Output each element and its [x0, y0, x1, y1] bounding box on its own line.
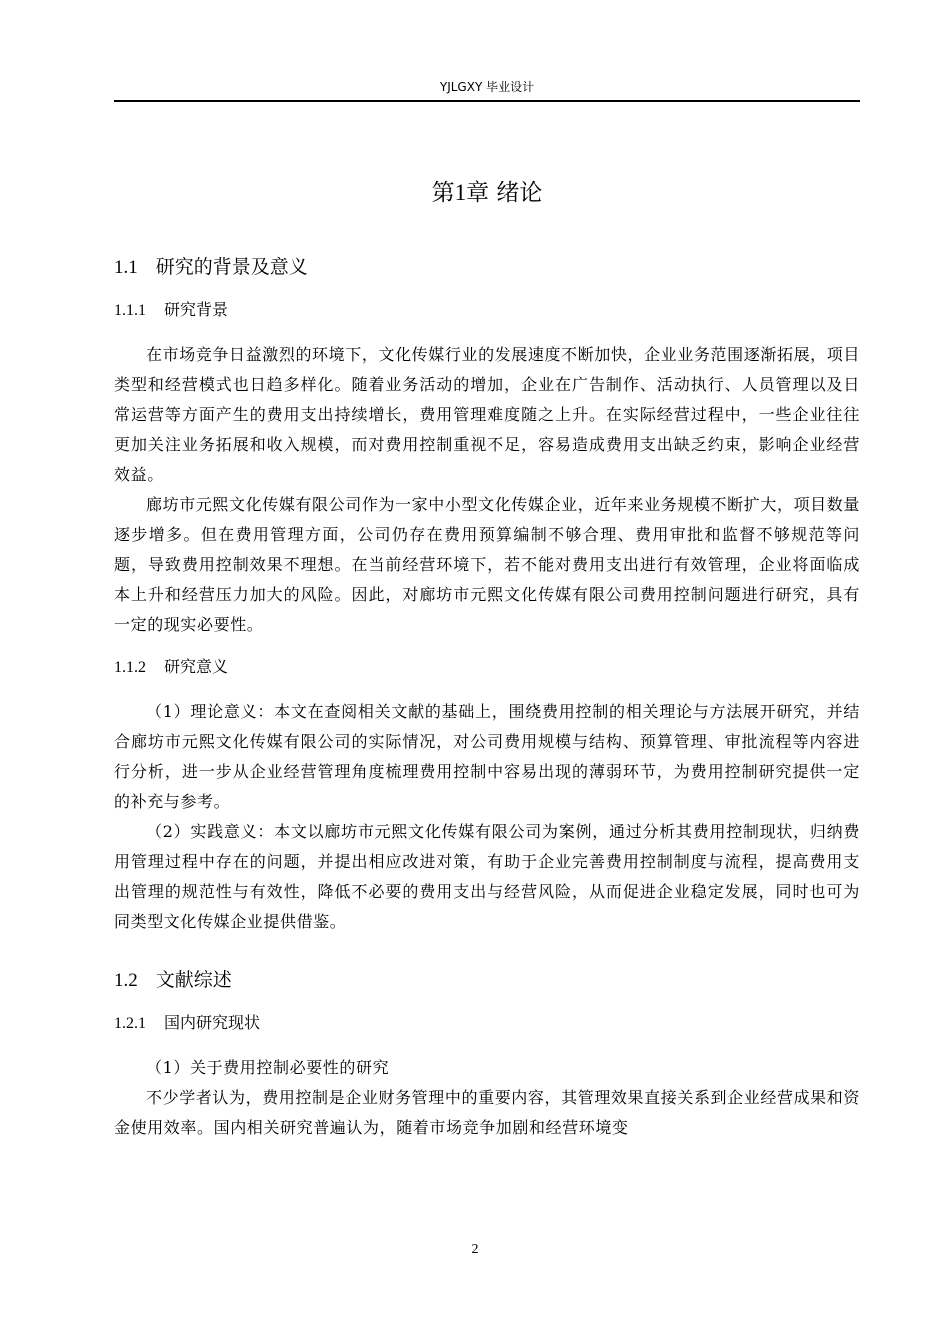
subsection-number: 1.1.1: [114, 302, 146, 319]
header-rule: [114, 100, 860, 102]
section-spacer: [114, 951, 860, 965]
chapter-title-prefix: 第: [431, 180, 455, 206]
subsection-heading-1-2-1: [114, 1010, 860, 1037]
body-paragraph: （1）关于费用控制必要性的研究: [146, 1058, 390, 1077]
page-number: 2: [471, 1242, 479, 1257]
body-paragraph: 不少学者认为，费用控制是企业财务管理中的重要内容，其管理效果直接关系到企业经营成果和资金使用效率。国内相关研究普遍认为，随着市场竞争加剧和经营环境变: [114, 1088, 860, 1137]
page-content: [114, 176, 860, 1143]
subsection-heading-1-1-2: [114, 654, 860, 681]
section-number: 1.2: [114, 970, 138, 991]
body-paragraph: （1）理论意义：本文在查阅相关文献的基础上，围绕费用控制的相关理论与方法展开研究，并结合廊坊市元熙文化传媒有限公司的实际情况，对公司费用规模与结构、预算管理、审批流程等内容进行分析，进一步从企业经营管理角度梳理费用控制中容易出现的薄弱环节，为费用控制研究提供一定的补充与参考。: [114, 702, 860, 811]
subsection-title: 研究背景: [164, 300, 229, 319]
body-paragraph: （2）实践意义：本文以廊坊市元熙文化传媒有限公司为案例，通过分析其费用控制现状，归纳费用管理过程中存在的问题，并提出相应改进对策，有助于企业完善费用控制制度与流程，提高费用支出管理的规范性与有效性，降低不必要的费用支出与经营风险，从而促进企业稳定发展，同时也可为同类型文化传媒企业提供借鉴。: [114, 822, 860, 931]
body-paragraph: 在市场竞争日益激烈的环境下，文化传媒行业的发展速度不断加快，企业业务范围逐渐拓展，项目类型和经营模式也日趋多样化。随着业务活动的增加，企业在广告制作、活动执行、人员管理以及日常运营等方面产生的费用支出持续增长，费用管理难度随之上升。在实际经营过程中，一些企业往往更加关注业务拓展和收入规模，而对费用控制重视不足，容易造成费用支出缺乏约束，影响企业经营效益。: [114, 345, 860, 484]
subsection-title: 研究意义: [164, 657, 229, 676]
section-heading-1-2: [114, 965, 860, 996]
chapter-title-suffix: 章 绪论: [466, 180, 543, 206]
body-paragraph: 廊坊市元熙文化传媒有限公司作为一家中小型文化传媒企业，近年来业务规模不断扩大，项目数量逐步增多。但在费用管理方面，公司仍存在费用预算编制不够合理、费用审批和监督不够规范等问题，导致费用控制效果不理想。在当前经营环境下，若不能对费用支出进行有效管理，企业将面临成本上升和经营压力加大的风险。因此，对廊坊市元熙文化传媒有限公司费用控制问题进行研究，具有一定的现实必要性。: [114, 495, 860, 634]
running-header: YJLGXY 毕业设计: [439, 80, 535, 94]
section-number: 1.1: [114, 257, 138, 278]
subsection-number: 1.2.1: [114, 1015, 146, 1032]
subsection-number: 1.1.2: [114, 659, 146, 676]
subsection-title: 国内研究现状: [164, 1013, 261, 1032]
section-title: 文献综述: [155, 969, 232, 991]
section-heading-1-1: [114, 252, 860, 283]
chapter-title: [114, 176, 860, 210]
section-title: 研究的背景及意义: [155, 256, 308, 278]
chapter-number: 1: [454, 180, 467, 205]
subsection-heading-1-1-1: [114, 297, 860, 324]
